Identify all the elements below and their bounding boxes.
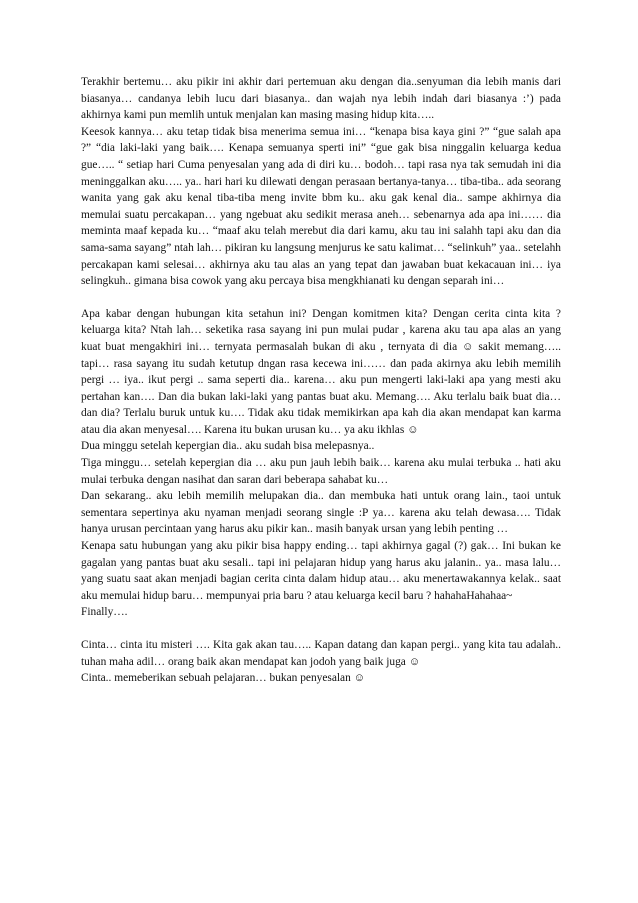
paragraph-10: Cinta.. memeberikan sebuah pelajaran… bukan penyesalan ☺ [81, 672, 366, 685]
paragraph-9: Cinta… cinta itu misteri …. Kita gak akan tau….. Kapan datang dan kapan pergi.. yang kita tau adalah.. tuhan maha adil… orang baik akan mendapat kan jodoh yang baik juga ☺ [81, 639, 561, 668]
paragraph-4: Dua minggu setelah kepergian dia.. aku sudah bisa melepasnya.. [81, 440, 375, 453]
paragraph-5: Tiga minggu… setelah kepergian dia … aku pun jauh lebih baik… karena aku mulai terbuka .. hati aku mulai terbuka dengan nasihat dan saran dari beberapa sahabat ku… [81, 457, 561, 486]
document-page [81, 74, 561, 687]
paragraph-1: Terakhir bertemu… aku pikir ini akhir dari pertemuan aku dengan dia..senyuman dia lebih manis dari biasanya… candanya lebih lucu dari biasanya.. dan wajah nya lebih indah dari biasanya :’) pada akhirnya kami pun memlih untuk menjalan kan masing masing hidup kita….. [81, 76, 561, 122]
paragraph-3: Apa kabar dengan hubungan kita setahun ini? Dengan komitmen kita? Dengan cerita cinta kita ? keluarga kita? Ntah lah… seketika rasa sayang ini pun mulai pudar , karena aku tau apa alas an yang kuat buat mengakhiri ini… ternyata permasalah bukan di aku , ternyata di dia ☺ sakit memang….. tapi… rasa sayang itu sudah ketutup dngan rasa kecewa ini…… dan pada akirnya aku lebih memilih pergi … iya.. ikut pergi .. sama seperti dia.. karena… aku pun mengerti laki-laki apa yang mesti aku pertahan kan…. Dan dia bukan laki-laki yang pantas buat aku. Memang…. Aku terlalu baik buat dia… dan dia? Terlalu buruk untuk ku…. Tidak aku tidak memikirkan apa kah dia akan mendapat kan karma atau dia akan menyesal…. Karena itu bukan urusan ku… ya aku ikhlas ☺ [81, 307, 561, 436]
paragraph-6: Dan sekarang.. aku lebih memilih melupakan dia.. dan membuka hati untuk orang lain., taoi untuk sementara sepertinya aku nyaman menjadi seorang single :P ya… karena aku telah dewasa…. Tidak hanya urusan percintaan yang harus aku pikir kan.. masih banyak ursan yang lebih penting … [81, 490, 561, 536]
paragraph-7: Kenapa satu hubungan yang aku pikir bisa happy ending… tapi akhirnya gagal (?) gak… Ini bukan ke gagalan yang pantas buat aku sesali.. tapi ini pelajaran hidup yang harus aku jalanin.. ya.. masa lalu… yang suatu saat akan menjadi bagian cerita cinta dalam hidup atau… aku menertawakannya kelak.. saat aku memulai hidup baru… mempunyai pria baru ? atau keluarga kecil baru ? hahahaHahahaa~ [81, 540, 561, 602]
paragraph-2: Keesok kannya… aku tetap tidak bisa menerima semua ini… “kenapa bisa kaya gini ?” “gue salah apa ?” “dia laki-laki yang baik…. Kenapa semuanya sperti ini” “gue gak bisa ninggalin keluarga kedua gue….. “ setiap hari Cuma penyesalan yang ada di diri ku… bodoh… tapi rasa nya tak semudah ini dia meninggalkan aku….. ya.. hari hari ku dilewati dengan perasaan bertanya-tanya… tiba-tiba.. ada seorang wanita yang gak aku kenal tiba-tiba meng invite bbm ku.. aku gak kenal dia.. sampe akhirnya dia memulai suatu percakapan… yang ngebuat aku sedikit merasa aneh… sebenarnya ada apa ini…… dia meminta maaf kepada ku… “maaf aku telah merebut dia dari kamu, aku tau ini salahh tapi aku dan dia sama-sama sayang” ntah lah… pikiran ku langsung menjurus ke satu kalimat… “selinkuh” yaa.. setelahh percakapan kami selesai… akhirnya aku tau alas an yang tepat dan jawaban buat kekacauan ini… iya selingkuh.. gimana bisa cowok yang aku percaya bisa mengkhianati ku dengan separah ini… [81, 125, 561, 288]
paragraph-8: Finally…. [81, 606, 128, 619]
